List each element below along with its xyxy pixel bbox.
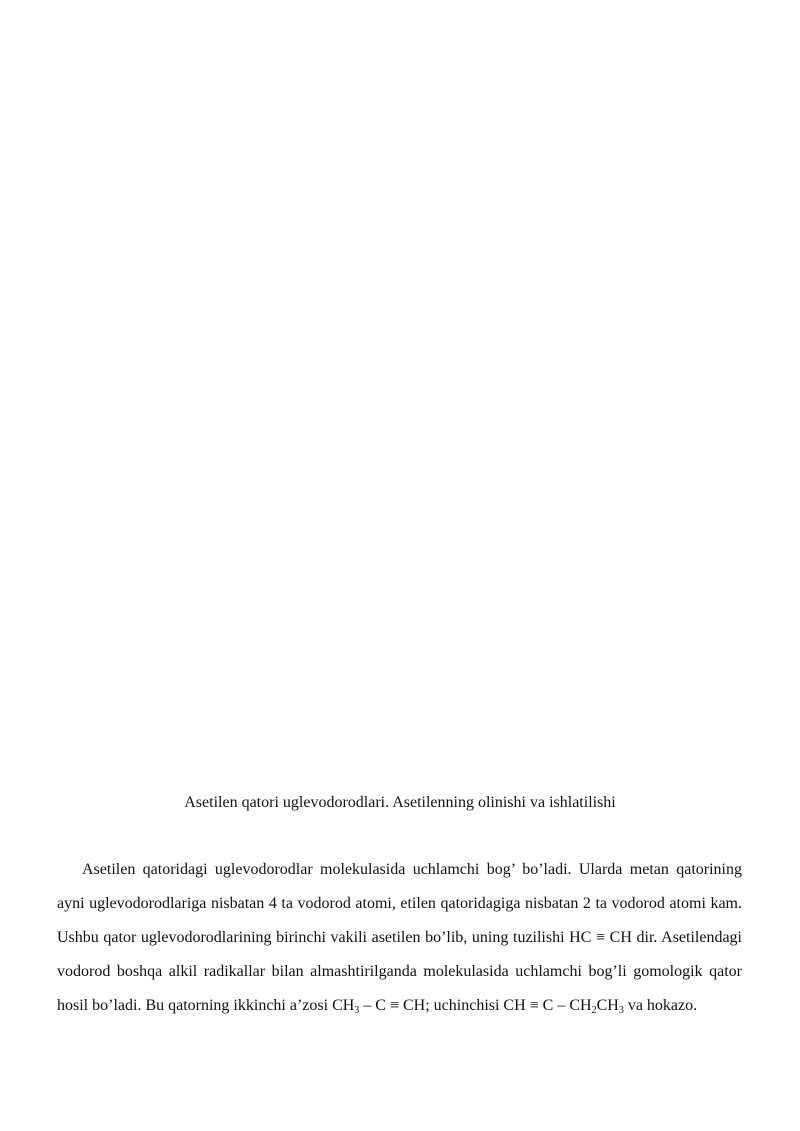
paragraph-text-4: va hokazo. [623, 997, 698, 1014]
document-title: Asetilen qatori uglevodorodlari. Asetilenning olinishi va ishlatilishi [184, 794, 616, 811]
paragraph-text-1: Asetilen qatoridagi uglevodorodlar molekulasida uchlamchi bog’ bo’ladi. Ularda metan qatorining ayni uglevodorodlariga nisbatan 4 ta vodorod atomi, etilen qatoridagiga nisbatan 2 ta vodorod atomi kam. Ushbu qator uglevodorodlarining birinchi vakili asetilen bo’lib, uning tuzilishi HC ≡ CH dir. Asetilendagi vodorod boshqa alkil radikallar bilan almashtirilganda molekulasida uchlamchi bog’li gomologik qator hosil bo’ladi. Bu qatorning ikkinchi a’zosi CH [57, 861, 742, 1014]
subscript-3: 3 [354, 1005, 360, 1016]
paragraph-text-2: – C ≡ CH; uchinchisi CH ≡ C – CH [359, 997, 592, 1014]
body-paragraph [57, 853, 742, 1023]
paragraph-text-3: CH [596, 997, 619, 1014]
subscript-3b: 3 [618, 1005, 624, 1016]
subscript-2: 2 [591, 1005, 597, 1016]
